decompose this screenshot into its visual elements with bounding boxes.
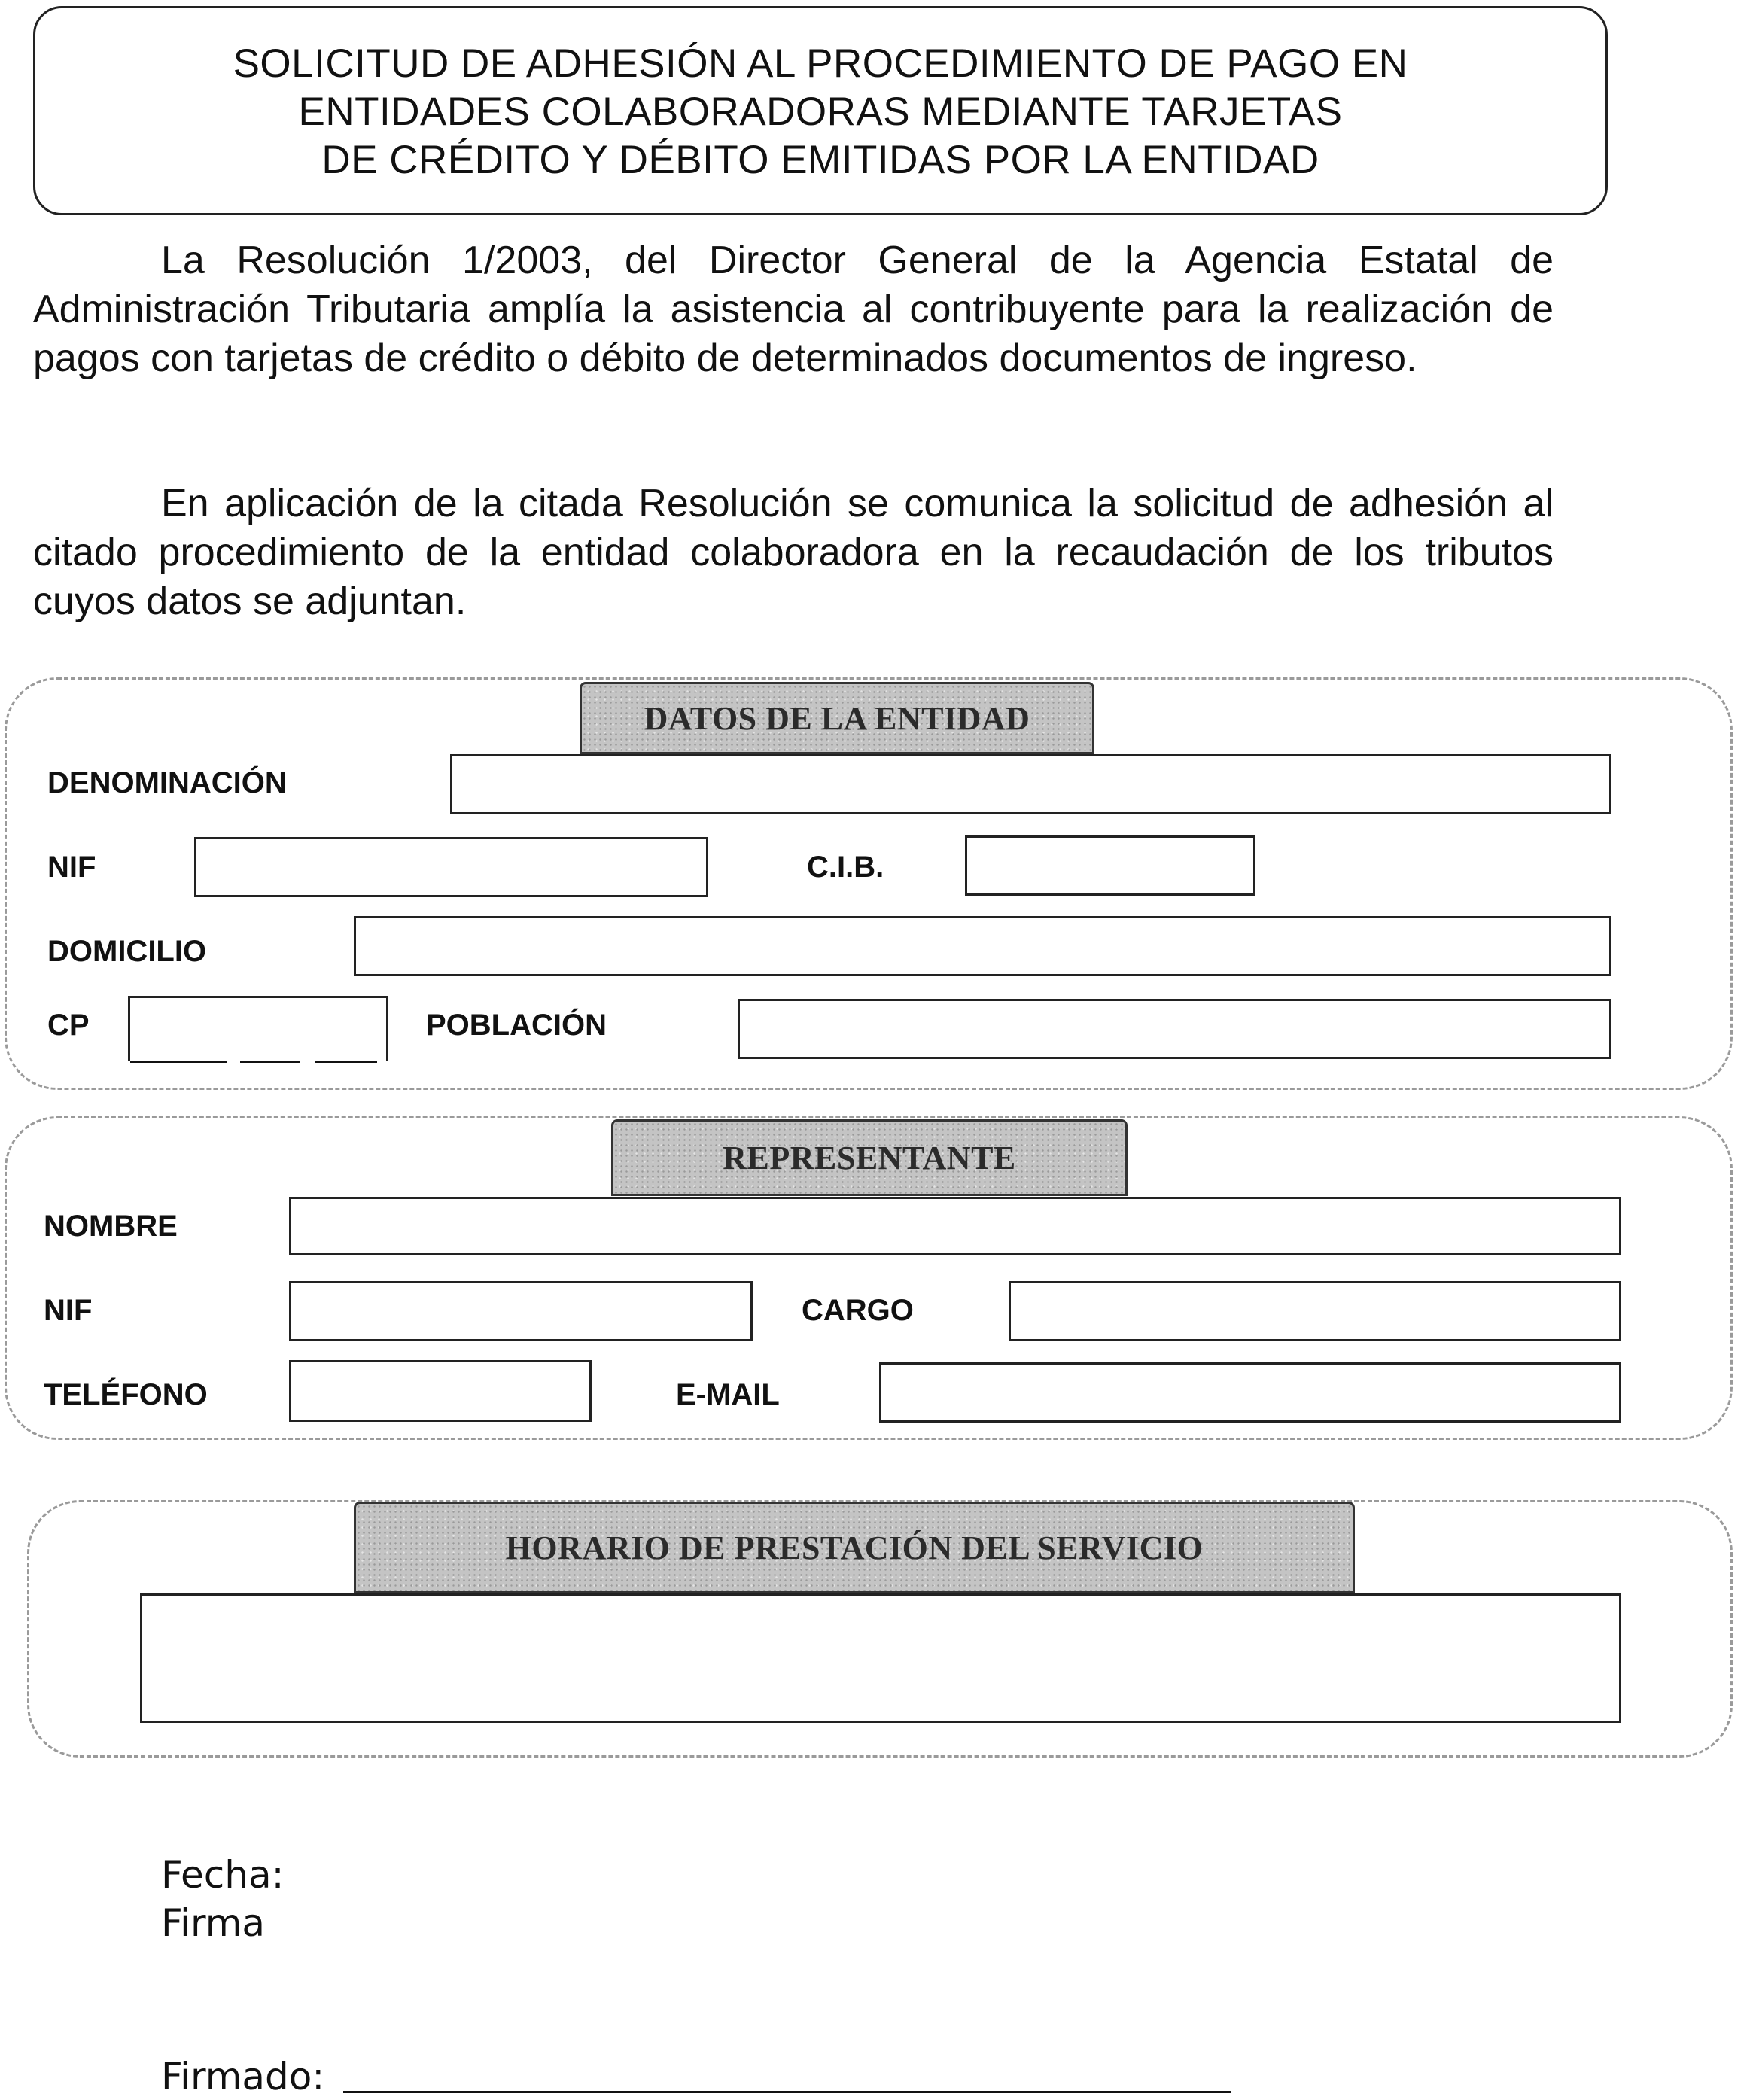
horario-field[interactable]: [140, 1593, 1621, 1723]
email-field[interactable]: [879, 1362, 1621, 1423]
firma-label: Firma: [161, 1901, 266, 1945]
intro-paragraph-2: En aplicación de la citada Resolución se comunica la solicitud de adhesión al citado procedimiento de la entidad colaboradora en la recaudación de los tributos cuyos datos se adjuntan.: [33, 482, 1554, 623]
cp-label: CP: [47, 1009, 90, 1042]
telefono-label: TELÉFONO: [44, 1378, 208, 1411]
domicilio-label: DOMICILIO: [47, 935, 207, 968]
cp-digit-slot-2: [240, 1061, 300, 1063]
cargo-field[interactable]: [1009, 1281, 1621, 1341]
title-line-3: DE CRÉDITO Y DÉBITO EMITIDAS POR LA ENTIDAD: [321, 138, 1319, 182]
title-line-1: SOLICITUD DE ADHESIÓN AL PROCEDIMIENTO DE PAGO EN: [233, 41, 1408, 86]
domicilio-field[interactable]: [354, 916, 1611, 976]
poblacion-label: POBLACIÓN: [426, 1009, 607, 1042]
firmado-label: Firmado:: [161, 2055, 325, 2098]
title-box: [33, 6, 1608, 215]
representante-nif-field[interactable]: [289, 1281, 753, 1341]
cp-field[interactable]: [128, 996, 388, 1061]
title-line-2: ENTIDADES COLABORADORAS MEDIANTE TARJETAS: [298, 90, 1343, 134]
intro-paragraph-1: La Resolución 1/2003, del Director General de la Agencia Estatal de Administración Tributaria amplía la asistencia al contribuyente para la realización de pagos con tarjetas de crédito o débito de determinados documentos de ingreso.: [33, 239, 1554, 380]
entidad-nif-field[interactable]: [194, 837, 708, 897]
nombre-field[interactable]: [289, 1197, 1621, 1255]
representante-nif-label: NIF: [44, 1294, 93, 1327]
cib-field[interactable]: [965, 835, 1255, 896]
cib-label: C.I.B.: [807, 851, 884, 884]
representante-heading: REPRESENTANTE: [611, 1119, 1128, 1196]
email-label: E-MAIL: [676, 1378, 780, 1411]
nombre-label: NOMBRE: [44, 1210, 178, 1243]
denominacion-label: DENOMINACIÓN: [47, 766, 287, 799]
denominacion-field[interactable]: [450, 754, 1611, 814]
telefono-field[interactable]: [289, 1360, 592, 1422]
cp-digit-slot-1: [130, 1061, 227, 1063]
entidad-heading: DATOS DE LA ENTIDAD: [580, 682, 1094, 754]
entidad-nif-label: NIF: [47, 851, 96, 884]
poblacion-field[interactable]: [738, 999, 1611, 1059]
fecha-label: Fecha:: [161, 1853, 285, 1897]
cargo-label: CARGO: [802, 1294, 914, 1327]
firmado-signature-line[interactable]: [343, 2091, 1231, 2093]
horario-heading: HORARIO DE PRESTACIÓN DEL SERVICIO: [354, 1502, 1355, 1593]
cp-digit-slot-3: [315, 1061, 377, 1063]
